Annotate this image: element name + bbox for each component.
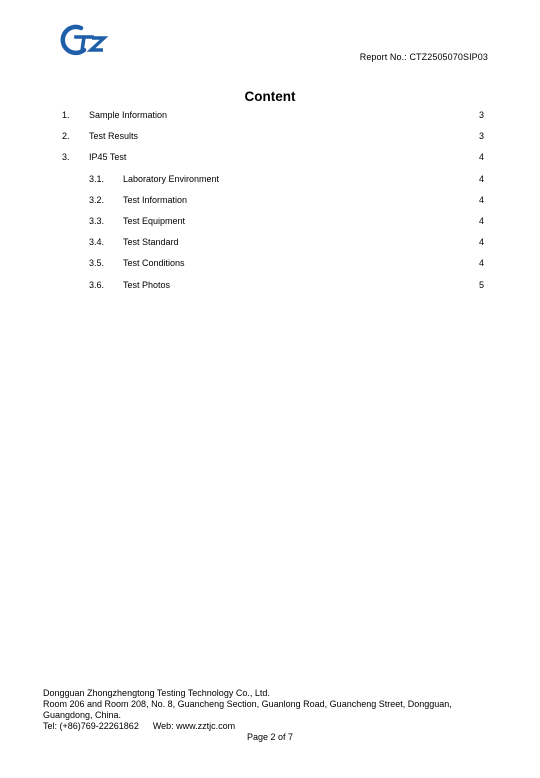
logo-t-shape [76, 37, 92, 51]
toc-page-number: 4 [478, 237, 484, 247]
toc-item-test-photos[interactable] [0, 278, 540, 292]
toc-number: 3.6. [89, 280, 105, 290]
toc-page-number: 5 [478, 280, 484, 290]
toc-title: Test Standard [123, 237, 179, 247]
footer-web: Web: www.zztjc.com [152, 721, 236, 731]
toc-title: Test Information [123, 195, 188, 205]
toc-title: Test Photos [123, 280, 171, 290]
footer-address-line2: Guangdong, China. [43, 710, 122, 720]
toc-number: 3.1. [89, 174, 105, 184]
toc-number: 3. [62, 152, 70, 162]
toc-item-test-information[interactable] [0, 193, 540, 207]
toc-title: IP45 Test [89, 152, 127, 162]
footer-company: Dongguan Zhongzhengtong Testing Technology Co., Ltd. [43, 688, 270, 698]
page-footer [43, 688, 493, 732]
toc-item-test-conditions[interactable] [0, 256, 540, 270]
toc-number: 3.2. [89, 195, 105, 205]
toc-title: Test Equipment [123, 216, 186, 226]
toc-page-number: 3 [478, 131, 484, 141]
toc-item-test-standard[interactable] [0, 235, 540, 249]
toc-title: Test Results [89, 131, 139, 141]
toc-number: 2. [62, 131, 70, 141]
footer-tel: Tel: (+86)769-22261862 [43, 721, 139, 731]
toc-page-number: 4 [478, 152, 484, 162]
toc-number: 3.4. [89, 237, 105, 247]
page-number: Page 2 of 7 [246, 732, 294, 742]
toc-number: 3.3. [89, 216, 105, 226]
page-title: Content [244, 89, 296, 104]
toc-page-number: 4 [478, 258, 484, 268]
toc-item-ip45-test[interactable] [0, 150, 540, 164]
toc-title: Laboratory Environment [123, 174, 220, 184]
toc-number: 1. [62, 110, 70, 120]
toc-item-sample-information[interactable] [0, 108, 540, 122]
footer-address-line1: Room 206 and Room 208, No. 8, Guancheng Section, Guanlong Road, Guancheng Street, Dongguan, [43, 699, 452, 709]
toc-item-test-equipment[interactable] [0, 214, 540, 228]
toc-page-number: 4 [478, 174, 484, 184]
toc-number: 3.5. [89, 258, 105, 268]
toc-page-number: 3 [478, 110, 484, 120]
toc-page-number: 4 [478, 216, 484, 226]
footer-contact [43, 721, 493, 732]
report-number: Report No.: CTZ2505070SIP03 [359, 52, 488, 62]
toc-page-number: 4 [478, 195, 484, 205]
toc-item-test-results[interactable] [0, 129, 540, 143]
ctz-logo [60, 24, 110, 58]
toc-title: Sample Information [89, 110, 168, 120]
logo-z-shape [91, 38, 104, 50]
toc-title: Test Conditions [123, 258, 185, 268]
toc-item-laboratory-environment[interactable] [0, 172, 540, 186]
